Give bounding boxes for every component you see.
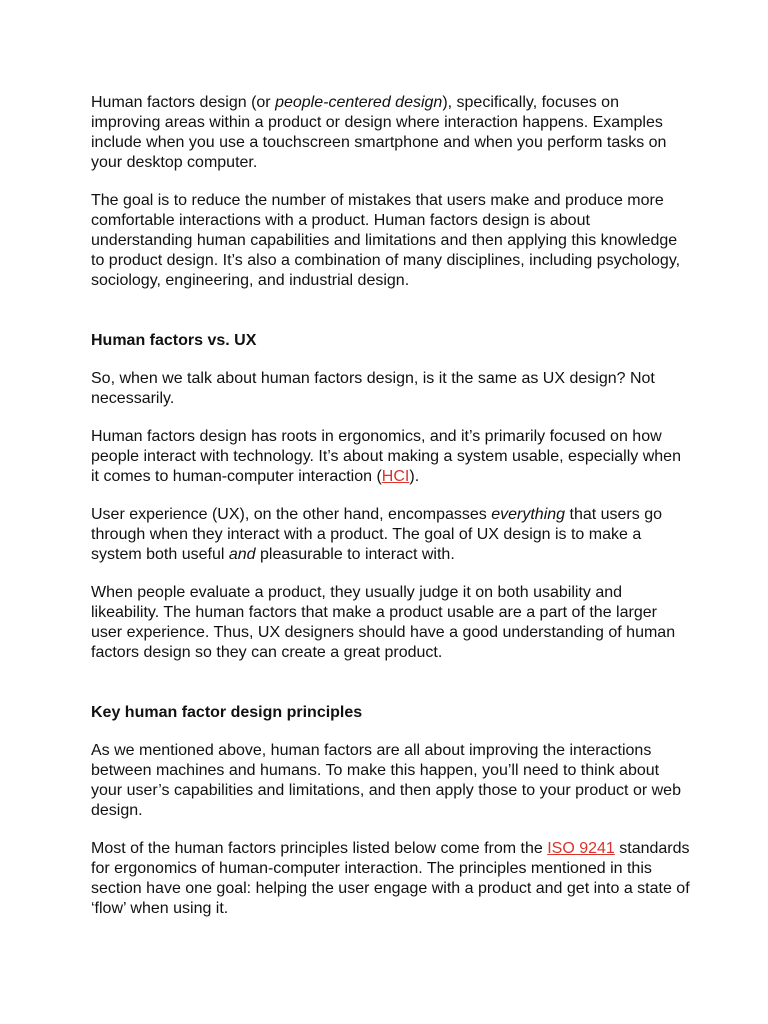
principles-intro-paragraph: As we mentioned above, human factors are all about improving the interactions between machines and humans. To make this happen, you’ll need to think about your user’s capabilities and limitations, and then apply those to your product or web design. <box>91 742 681 819</box>
heading-key-principles: Key human factor design principles <box>91 704 363 721</box>
document-body <box>91 93 691 937</box>
intro-emphasis: people-centered design <box>275 94 443 111</box>
iso-paragraph <box>91 839 691 919</box>
ux-emphasis-everything: everything <box>491 506 566 523</box>
intro-text-start: Human factors design (or <box>91 94 276 111</box>
ux-text-start: User experience (UX), on the other hand, encompasses <box>91 506 492 523</box>
ux-paragraph <box>91 505 691 565</box>
ergonomics-paragraph <box>91 427 691 487</box>
intro-paragraph <box>91 93 691 173</box>
iso-text-end: standards for ergonomics of human-computer interaction. The principles mentioned in this section have one goal: helping the user engage with a product and get into a state of ‘flow’ when using it. <box>91 840 690 917</box>
heading-human-factors-vs-ux: Human factors vs. UX <box>91 332 257 349</box>
hci-link[interactable]: HCI <box>381 468 410 485</box>
ergonomics-text-end: ). <box>409 468 420 485</box>
evaluation-paragraph: When people evaluate a product, they usually judge it on both usability and likeability. The human factors that make a product usable are a part of the larger user experience. Thus, UX designers should have a good understanding of human factors design so they can create a great product. <box>91 584 676 661</box>
iso-text-start: Most of the human factors principles listed below come from the <box>91 840 548 857</box>
comparison-paragraph: So, when we talk about human factors design, is it the same as UX design? Not necessarily. <box>91 370 655 407</box>
intro-text-end: ), specifically, focuses on improving areas within a product or design where interaction happens. Examples include when you use a touchscreen smartphone and when you perform tasks on your desktop computer. <box>91 94 667 171</box>
iso-9241-link[interactable]: ISO 9241 <box>547 840 615 857</box>
ux-text-middle: that users go through when they interact with a product. The goal of UX design is to make a system both useful <box>91 506 662 563</box>
ux-emphasis-and: and <box>228 546 256 563</box>
goal-paragraph: The goal is to reduce the number of mistakes that users make and produce more comfortable interactions with a product. Human factors design is about understanding human capabilities and limitations and then applying this knowledge to product design. It’s also a combination of many disciplines, including psychology, sociology, engineering, and industrial design. <box>91 192 681 289</box>
ergonomics-text-start: Human factors design has roots in ergonomics, and it’s primarily focused on how people interact with technology. It’s about making a system usable, especially when it comes to human-computer interaction ( <box>91 428 681 485</box>
ux-text-end: pleasurable to interact with. <box>255 546 455 563</box>
